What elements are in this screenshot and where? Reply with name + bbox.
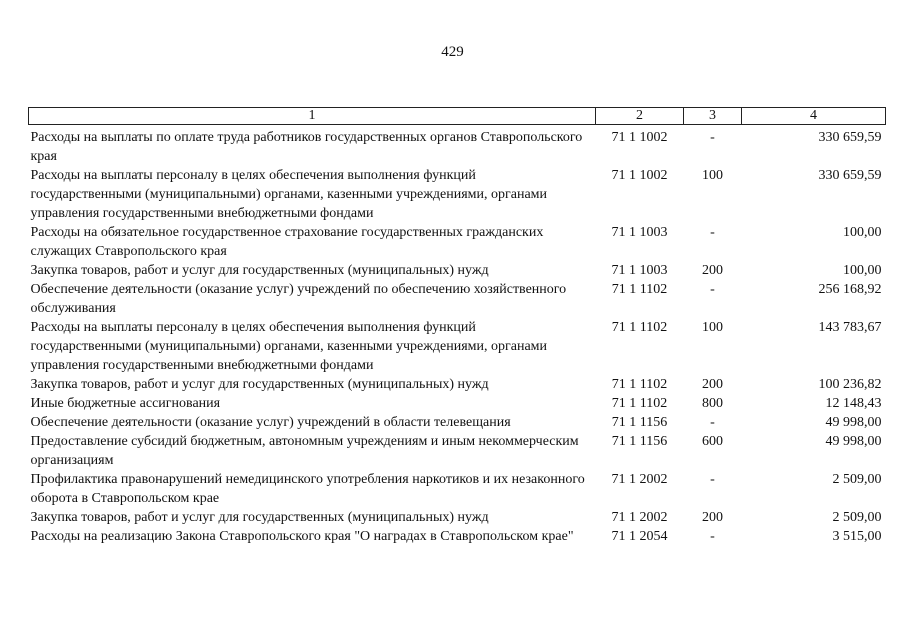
row-description: Предоставление субсидий бюджетным, автономным учреждениям и иным некоммерческим организациям xyxy=(30,434,579,468)
table-row xyxy=(29,375,886,394)
row-amount: 2 509,00 xyxy=(832,472,882,487)
row-type: - xyxy=(710,225,715,240)
row-description: Расходы на реализацию Закона Ставропольского края "О наградах в Ставропольском крае" xyxy=(30,529,574,544)
table-row xyxy=(29,166,886,223)
row-code: 71 1 1002 xyxy=(611,168,668,183)
row-type: 800 xyxy=(702,396,723,411)
table-row xyxy=(29,508,886,527)
row-description: Закупка товаров, работ и услуг для государственных (муниципальных) нужд xyxy=(30,510,489,525)
row-amount: 256 168,92 xyxy=(818,282,882,297)
row-code: 71 1 2002 xyxy=(611,510,668,525)
row-description: Расходы на выплаты персоналу в целях обеспечения выполнения функций государственными (муниципальными) органами, казенными учреждениями, органами управления государственными внебюджетными фондами xyxy=(30,168,548,221)
table-row xyxy=(29,432,886,470)
row-amount: 330 659,59 xyxy=(818,168,882,183)
row-code: 71 1 1156 xyxy=(611,415,668,430)
row-type: - xyxy=(710,282,715,297)
row-code: 71 1 1102 xyxy=(611,320,668,335)
row-code: 71 1 1102 xyxy=(611,282,668,297)
row-description: Профилактика правонарушений немедицинского употребления наркотиков и их незаконного оборота в Ставропольском крае xyxy=(30,472,585,506)
row-amount: 100,00 xyxy=(843,263,882,278)
row-description: Расходы на выплаты по оплате труда работников государственных органов Ставропольского края xyxy=(30,130,583,164)
row-type: 200 xyxy=(702,377,723,392)
row-amount: 100,00 xyxy=(843,225,882,240)
table-row xyxy=(29,470,886,508)
table-row xyxy=(29,318,886,375)
row-type: - xyxy=(710,472,715,487)
row-code: 71 1 2054 xyxy=(611,529,668,544)
table-body xyxy=(29,125,886,547)
header-col-3: 3 xyxy=(684,108,742,125)
table-row xyxy=(29,527,886,546)
row-type: 100 xyxy=(702,320,723,335)
row-type: 200 xyxy=(702,263,723,278)
budget-table xyxy=(28,107,886,546)
header-col-4: 4 xyxy=(742,108,886,125)
table-row xyxy=(29,125,886,167)
row-amount: 49 998,00 xyxy=(825,434,882,449)
table-row xyxy=(29,413,886,432)
row-amount: 100 236,82 xyxy=(818,377,882,392)
row-code: 71 1 1156 xyxy=(611,434,668,449)
row-amount: 49 998,00 xyxy=(825,415,882,430)
header-col-2: 2 xyxy=(596,108,684,125)
row-description: Обеспечение деятельности (оказание услуг) учреждений в области телевещания xyxy=(30,415,511,430)
row-code: 71 1 1003 xyxy=(611,263,668,278)
row-description: Закупка товаров, работ и услуг для государственных (муниципальных) нужд xyxy=(30,377,489,392)
row-type: - xyxy=(710,529,715,544)
table-row xyxy=(29,394,886,413)
header-col-1: 1 xyxy=(29,108,596,125)
row-description: Расходы на выплаты персоналу в целях обеспечения выполнения функций государственными (муниципальными) органами, казенными учреждениями, органами управления государственными внебюджетными фондами xyxy=(30,320,548,373)
row-amount: 143 783,67 xyxy=(818,320,882,335)
row-type: 600 xyxy=(702,434,723,449)
row-code: 71 1 1003 xyxy=(611,225,668,240)
row-amount: 330 659,59 xyxy=(818,130,882,145)
row-type: - xyxy=(710,415,715,430)
row-description: Обеспечение деятельности (оказание услуг) учреждений по обеспечению хозяйственного обслуживания xyxy=(30,282,567,316)
row-code: 71 1 1102 xyxy=(611,377,668,392)
row-code: 71 1 1102 xyxy=(611,396,668,411)
row-amount: 3 515,00 xyxy=(832,529,882,544)
row-amount: 2 509,00 xyxy=(832,510,882,525)
row-code: 71 1 1002 xyxy=(611,130,668,145)
table-header-row xyxy=(29,108,886,125)
row-description: Расходы на обязательное государственное страхование государственных гражданских служащих Ставропольского края xyxy=(30,225,544,259)
row-type: 200 xyxy=(702,510,723,525)
row-type: - xyxy=(710,130,715,145)
row-type: 100 xyxy=(702,168,723,183)
row-code: 71 1 2002 xyxy=(611,472,668,487)
table-row xyxy=(29,223,886,261)
page-number: 429 xyxy=(441,44,464,60)
table-row xyxy=(29,280,886,318)
table-row xyxy=(29,261,886,280)
row-description: Иные бюджетные ассигнования xyxy=(30,396,221,411)
row-amount: 12 148,43 xyxy=(825,396,882,411)
row-description: Закупка товаров, работ и услуг для государственных (муниципальных) нужд xyxy=(30,263,489,278)
